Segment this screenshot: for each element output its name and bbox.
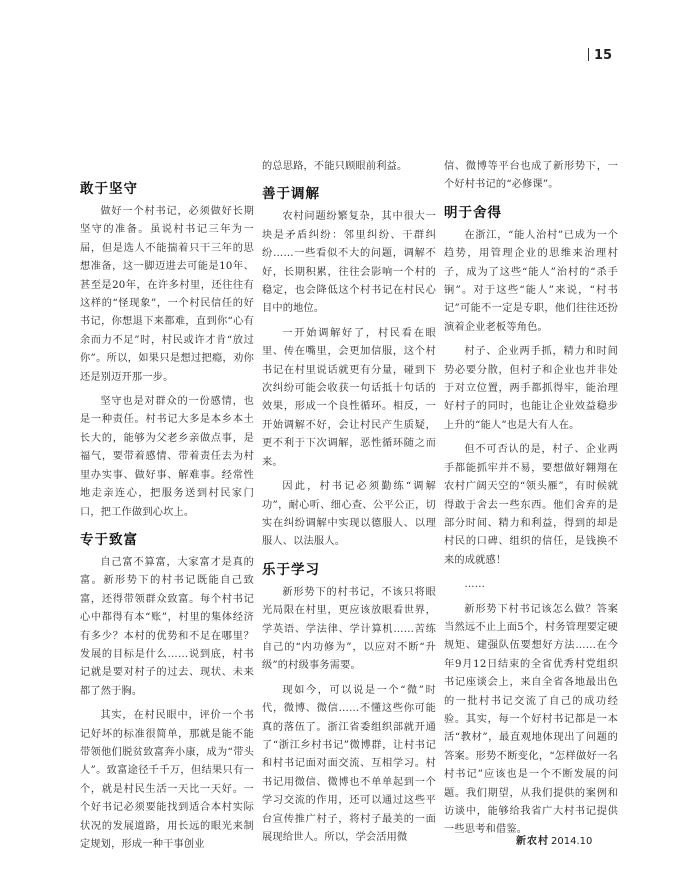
- section-heading: 乐于学习: [262, 561, 320, 578]
- page-number: [588, 48, 612, 63]
- body-paragraph: 自己富不算富，大家富才是真的富。新形势下的村书记既能自己致富，还得带领群众致富。每个村书记心中都得有本“账”，村里的集体经济有多少？本村的优势和不足在哪里？发展的目标是什么……说到底，村书记就是要对村子的过去、现状、未来都了然于胸。: [80, 556, 254, 697]
- issue-date: 2014.10: [551, 836, 593, 847]
- section-heading: 敢于坚守: [80, 181, 138, 197]
- body-paragraph: 在浙江，“能人治村”已成为一个趋势，用管理企业的思维来治理村子，成为了这些“能人”治村的“杀手锏”。对于这些“能人”来说，“村书记”可能不一定是专职，他们往往还扮演着企业老板等角色。: [444, 229, 618, 333]
- body-paragraph: 信、微博等平台也成了新形势下，一个好村书记的“必修课”。: [444, 161, 618, 191]
- body-paragraph: 但不可否认的是，村子、企业两手都能抓牢并不易，要想做好翱翔在农村广阔天空的“领头雁”，有时候就得敢于舍去一些东西。他们舍弃的是部分时间、精力和利益，得到的却是村民的口碑、组织的信任，是钱换不来的成就感！: [444, 444, 618, 566]
- page-number-value: 15: [594, 48, 613, 63]
- magazine-logo: 新农村: [516, 836, 549, 847]
- body-paragraph: 新形势下的村书记，不该只将眼光局限在村里，更应该放眼看世界，学英语、学法律、学计算机……苦练自己的“内功修为”，以应对不断“升级”的村级事务需要。: [262, 586, 436, 672]
- article-column-2: [262, 158, 436, 853]
- article-column-3: [444, 158, 618, 846]
- body-paragraph: 农村问题纷繁复杂，其中很大一块是矛盾纠纷：邻里纠纷、干群纠纷……一些看似不大的问题，调解不好，长期积累，往往会影响一个村的稳定，也会降低这个村书记在村民心目中的地位。: [262, 211, 436, 315]
- article-column-1: [80, 173, 254, 860]
- body-paragraph: 现如今，可以说是一个“微”时代，微博、微信……不懂这些你可能真的落伍了。浙江省委组织部就开通了“浙江乡村书记”微博群，让村书记和村书记面对面交流、互相学习。村书记用微信、微博也不单单起到一个学习交流的作用，还可以通过这些平台宣传推广村子，将村子最美的一面展现给世人。所以，学会活用微: [262, 684, 436, 843]
- page-number-divider: [588, 48, 589, 61]
- body-paragraph: 一开始调解好了，村民看在眼里、传在嘴里，会更加信服，这个村书记在村里说话就更有分量，碰到下次纠纷可能会收获一句话抵十句话的效果，形成一个良性循环。相反，一开始调解不好，会让村民产生质疑，更不利于下次调解，恶性循环随之而来。: [262, 327, 436, 468]
- section-heading: 专于致富: [80, 531, 138, 548]
- page-footer: [516, 832, 592, 847]
- body-paragraph: 的总思路，不能只顾眼前利益。: [262, 161, 408, 172]
- body-paragraph: 村子、企业两手抓，精力和时间势必要分散，但村子和企业也并非处于对立位置，两手都抓得牢，能治理好村子的同时，也能让企业效益稳步上升的“能人”也是大有人在。: [444, 346, 618, 431]
- body-paragraph: 做好一个村书记，必须做好长期坚守的准备。虽说村书记三年为一届，但是选人不能揣着只干三年的思想准备，这一脚迈进去可能是10年、甚至是20年，在许多村里，还往往有这样的“怪现象”，一个村民信任的好书记，你想退下来都难，直到你“心有余而力不足”时，村民或许才肯“放过你”。所以，如果只是想过把瘾，劝你还是别迈开那一步。: [80, 206, 254, 383]
- body-paragraph: 坚守也是对群众的一份感情，也是一种责任。村书记大多是本乡本土长大的，能够为父老乡亲做点事，是福气，要带着感情、带着责任去为村里办实事、做好事、解难事。经常性地走亲连心，把服务送到村民家门口，把工作做到心坎上。: [80, 396, 254, 518]
- body-paragraph: 其实，在村民眼中，评价一个书记好坏的标准很简单，那就是能不能带领他们脱贫致富奔小康，成为“带头人”。致富途径千千万，但结果只有一个，就是村民生活一天比一天好。一个好书记必须要能找到适合本村实际状况的发展道路，用长远的眼光来制定规划，形成一种干事创业: [80, 710, 254, 850]
- body-paragraph: 新形势下村书记该怎么做？答案当然远不止上面5个，村务管理要定硬规矩、建强队伍要想好方法……在今年9月12日结束的全省优秀村党组织书记座谈会上，来自全省各地最出色的一批村书记交流了自己的成功经验。其实，每一个好村书记都是一本活“教材”，最直观地体现出了问题的答案。形势不断变化，“怎样做好一名村书记”应该也是一个不断发展的问题。我们期望，从我们提供的案例和访谈中，能够给我省广大村书记提供一些思考和借鉴。: [444, 603, 618, 836]
- section-heading: 善于调解: [262, 186, 320, 203]
- body-paragraph: ……: [464, 579, 486, 591]
- body-paragraph: 因此，村书记必须勤练“调解功”，耐心听、细心查、公平公正，切实在纠纷调解中实现以德服人、以理服人、以法服人。: [262, 481, 436, 548]
- section-heading: 明于舍得: [444, 204, 502, 221]
